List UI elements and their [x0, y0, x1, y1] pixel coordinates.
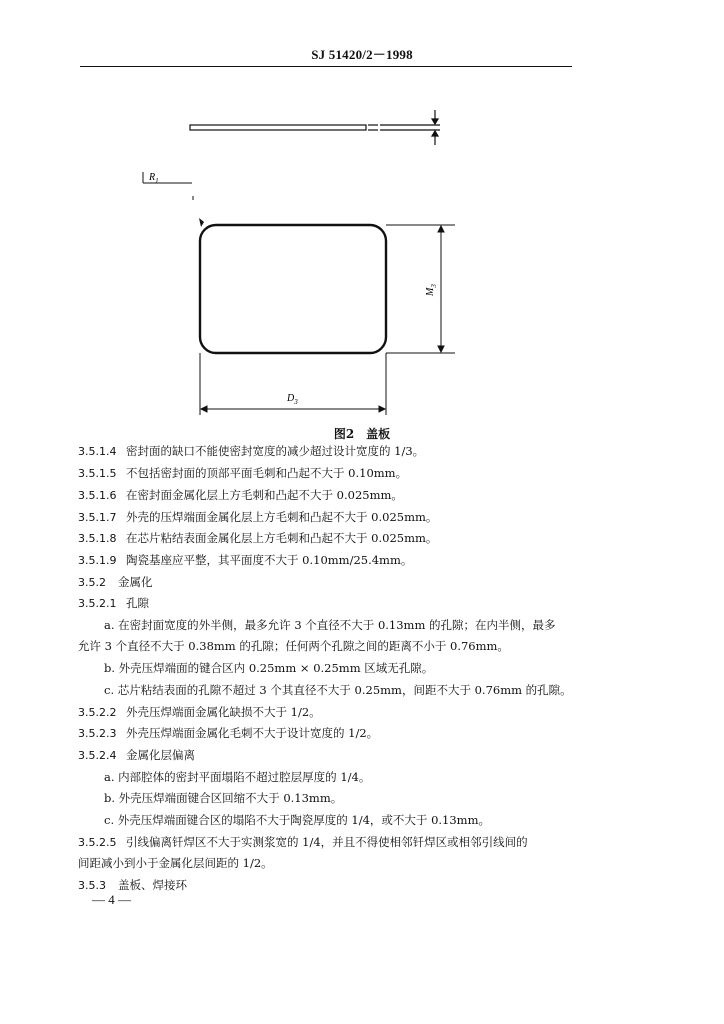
- paragraph-3-5-1-8: 3.5.1.8 在芯片粘结表面金属化层上方毛刺和凸起不大于 0.025mm。: [78, 531, 438, 545]
- deviation-item-b: b. 外壳压焊端面键合区回缩不大于 0.13mm。: [104, 791, 343, 805]
- deviation-item-c: c. 外壳压焊端面键合区的塌陷不大于陶瓷厚度的 1/4，或不大于 0.13mm。: [104, 813, 490, 827]
- lid-outline: [200, 225, 386, 353]
- deviation-item-a: a. 内部腔体的密封平面塌陷不超过腔层厚度的 1/4。: [104, 770, 371, 784]
- paragraph-3-5-2-2: 3.5.2.2 外壳压焊端面金属化缺损不大于 1/2。: [78, 705, 321, 719]
- section-3-5-2-4-heading: 3.5.2.4 金属化层偏离: [78, 748, 195, 762]
- section-3-5-2-1-heading: 3.5.2.1 孔隙: [78, 596, 149, 610]
- header-rule: [80, 66, 572, 67]
- paragraph-3-5-2-5: 3.5.2.5 引线偏离钎焊区不大于实测浆宽的 1/4，并且不得使相邻钎焊区或相邻引线间的: [78, 835, 528, 849]
- page-number: — 4 —: [92, 892, 131, 907]
- paragraph-3-5-2-5-continued: 间距减小到小于金属化层间距的 1/2。: [78, 856, 273, 870]
- paragraph-3-5-1-9: 3.5.1.9 陶瓷基座应平整，其平面度不大于 0.10mm/25.4mm。: [78, 553, 413, 567]
- lid-drawing-figure: [0, 100, 724, 420]
- document-code: SJ 51420/2－1998: [311, 47, 413, 62]
- paragraph-3-5-1-6: 3.5.1.6 在密封面金属化层上方毛刺和凸起不大于 0.025mm。: [78, 488, 403, 502]
- paragraph-3-5-1-4: 3.5.1.4 密封面的缺口不能使密封宽度的减少超过设计宽度的 1/3。: [78, 444, 425, 458]
- section-3-5-2-heading: 3.5.2 金属化: [78, 575, 153, 589]
- paragraph-3-5-2-3: 3.5.2.3 外壳压焊端面金属化毛刺不大于设计宽度的 1/2。: [78, 726, 379, 740]
- width-label: $D_3$: [287, 393, 298, 406]
- height-label: $M_3$: [425, 284, 438, 296]
- porosity-item-c: c. 芯片粘结表面的孔隙不超过 3 个其直径不大于 0.25mm，间距不大于 0.76mm 的孔隙。: [104, 683, 572, 697]
- radius-label-group: [143, 172, 204, 227]
- figure-caption: 图2 盖板: [333, 427, 391, 441]
- section-3-5-3-heading: 3.5.3 盖板、焊接环: [78, 878, 187, 892]
- height-dimension: [386, 225, 455, 353]
- paragraph-3-5-1-5: 3.5.1.5 不包括密封面的顶部平面毛刺和凸起不大于 0.10mm。: [78, 466, 408, 480]
- porosity-item-a-continued: 允许 3 个直径不大于 0.38mm 的孔隙；任何两个孔隙之间的距离不小于 0.76mm。: [78, 639, 509, 653]
- porosity-item-b: b. 外壳压焊端面的键合区内 0.25mm × 0.25mm 区域无孔隙。: [104, 661, 434, 675]
- paragraph-3-5-1-7: 3.5.1.7 外壳的压焊端面金属化层上方毛刺和凸起不大于 0.025mm。: [78, 510, 438, 524]
- radius-label: $R_1$: [149, 172, 159, 185]
- porosity-item-a: a. 在密封面宽度的外半侧，最多允许 3 个直径不大于 0.13mm 的孔隙；在内半侧，最多: [104, 618, 556, 632]
- width-dimension: [200, 353, 386, 415]
- side-view-plate: [190, 110, 440, 145]
